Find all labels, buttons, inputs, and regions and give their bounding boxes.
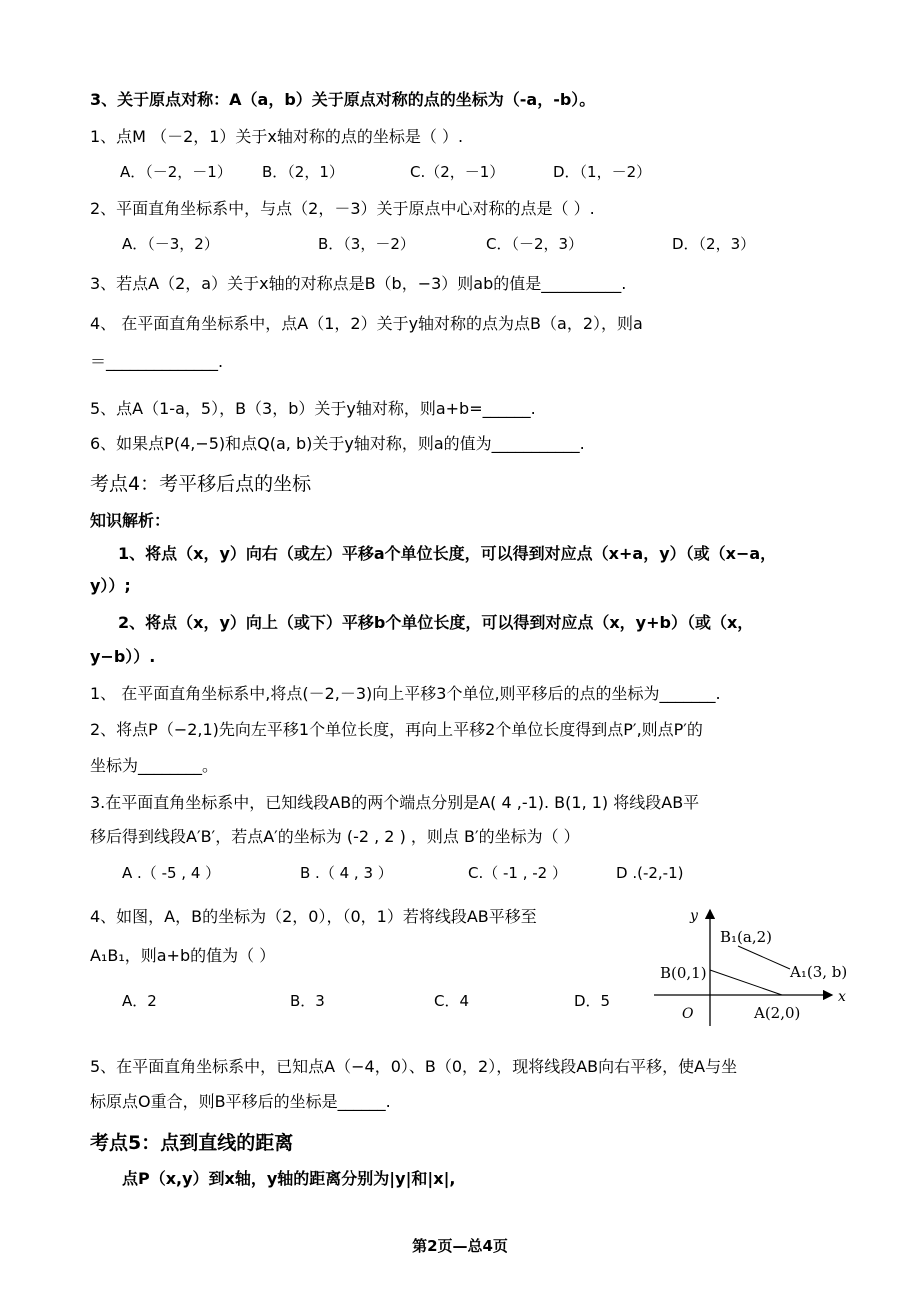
kp4-question-5-line1: 5、在平面直角坐标系中，已知点A（−4，0）、B（0，2），现将线段AB向右平移，使A与坐 (90, 1057, 738, 1076)
kp4-q4-option-d: D．5 (574, 992, 611, 1010)
s3-question-5: 5、点A（1-a，5），B（3，b）关于y轴对称，则a+b=______. (90, 399, 536, 418)
s3-q1-option-a: A．（－2，－1） (120, 163, 232, 181)
s3-q1-option-c: C.（2，－1） (410, 163, 505, 181)
point-a-label: A(2,0) (754, 1004, 801, 1022)
kp5-text: 点P（x,y）到x轴，y轴的距离分别为|y|和|x|, (122, 1169, 456, 1188)
kp4-question-4-line1: 4、如图，A，B的坐标为（2，0），（0，1）若将线段AB平移至 (90, 907, 537, 926)
kp4-q3-option-b: B .（ 4 , 3 ） (300, 864, 393, 882)
kp4-rule-1-line2: y））; (90, 576, 131, 595)
s3-question-6: 6、如果点P(4,−5)和点Q(a, b)关于y轴对称，则a的值为___________. (90, 434, 585, 453)
kp4-question-5-line2: 标原点O重合，则B平移后的坐标是______. (90, 1092, 391, 1111)
kp4-question-1: 1、 在平面直角坐标系中,将点(－2,－3)向上平移3个单位,则平移后的点的坐标为_______. (90, 684, 721, 703)
kp4-rule-1-line1: 1、将点（x，y）向右（或左）平移a个单位长度，可以得到对应点（x+a，y）（或（x−a， (118, 544, 777, 563)
coordinate-figure (640, 896, 860, 1030)
kp4-rule-2-line1: 2、将点（x，y）向上（或下）平移b个单位长度，可以得到对应点（x，y+b）（或（x， (118, 613, 754, 632)
point-a1-label: A₁(3, b) (790, 963, 848, 981)
kp4-knowledge-label: 知识解析： (90, 511, 171, 530)
s3-q2-option-a: A．（－3，2） (122, 235, 219, 253)
s3-q1-option-b: B．（2，1） (262, 163, 344, 181)
section3-heading: 3、关于原点对称：A（a，b）关于原点对称的点的坐标为（-a，-b）。 (90, 90, 596, 109)
segment-ab (710, 970, 782, 995)
segment-a1b1 (738, 946, 790, 969)
y-axis-label: y (690, 908, 698, 924)
kp4-q3-option-c: C.（ -1 , -2 ） (468, 864, 567, 882)
s3-question-3: 3、若点A（2，a）关于x轴的对称点是B（b，−3）则ab的值是__________. (90, 274, 627, 293)
kp5-title: 考点5：点到直线的距离 (90, 1132, 294, 1154)
s3-question-4-line2: ＝______________. (90, 352, 224, 371)
s3-question-2: 2、平面直角坐标系中，与点（2，－3）关于原点中心对称的点是（ ）. (90, 199, 595, 218)
point-b1-label: B₁(a,2) (720, 928, 772, 946)
kp4-q4-option-c: C．4 (434, 992, 470, 1010)
s3-q2-option-c: C．（－2，3） (486, 235, 584, 253)
point-b-label: B(0,1) (660, 964, 707, 982)
kp4-rule-2-line2: y−b））. (90, 647, 156, 666)
kp4-title: 考点4：考平移后点的坐标 (90, 473, 312, 495)
x-axis-label: x (838, 989, 846, 1005)
kp4-question-3-line2: 移后得到线段A′B′，若点A′的坐标为 (-2 , 2 ) ，则点 B′的坐标为（ ） (90, 827, 580, 846)
kp4-q3-option-a: A .（ -5 , 4 ） (122, 864, 221, 882)
s3-question-4-line1: 4、 在平面直角坐标系中，点A（1，2）关于y轴对称的点为点B（a，2），则a (90, 314, 643, 333)
kp4-question-2-line1: 2、将点P（−2,1)先向左平移1个单位长度，再向上平移2个单位长度得到点P′,则点P′的 (90, 720, 703, 739)
kp4-q4-option-a: A．2 (122, 992, 157, 1010)
kp4-question-2-line2: 坐标为________。 (90, 756, 219, 775)
origin-label: O (682, 1006, 694, 1022)
s3-question-1: 1、点M （－2，1）关于x轴对称的点的坐标是（ ）. (90, 127, 464, 146)
s3-q2-option-d: D．（2，3） (672, 235, 756, 253)
kp4-question-3-line1: 3.在平面直角坐标系中，已知线段AB的两个端点分别是A( 4 ,-1). B(1, 1) 将线段AB平 (90, 793, 700, 812)
kp4-q3-option-d: D .(-2,-1) (616, 864, 684, 882)
s3-q1-option-d: D．（1，－2） (553, 163, 652, 181)
page-footer: 第2页—总4页 (412, 1237, 508, 1255)
kp4-q4-option-b: B．3 (290, 992, 325, 1010)
kp4-question-4-line2: A₁B₁，则a+b的值为（ ） (90, 946, 276, 965)
s3-q2-option-b: B．（3，－2） (318, 235, 415, 253)
